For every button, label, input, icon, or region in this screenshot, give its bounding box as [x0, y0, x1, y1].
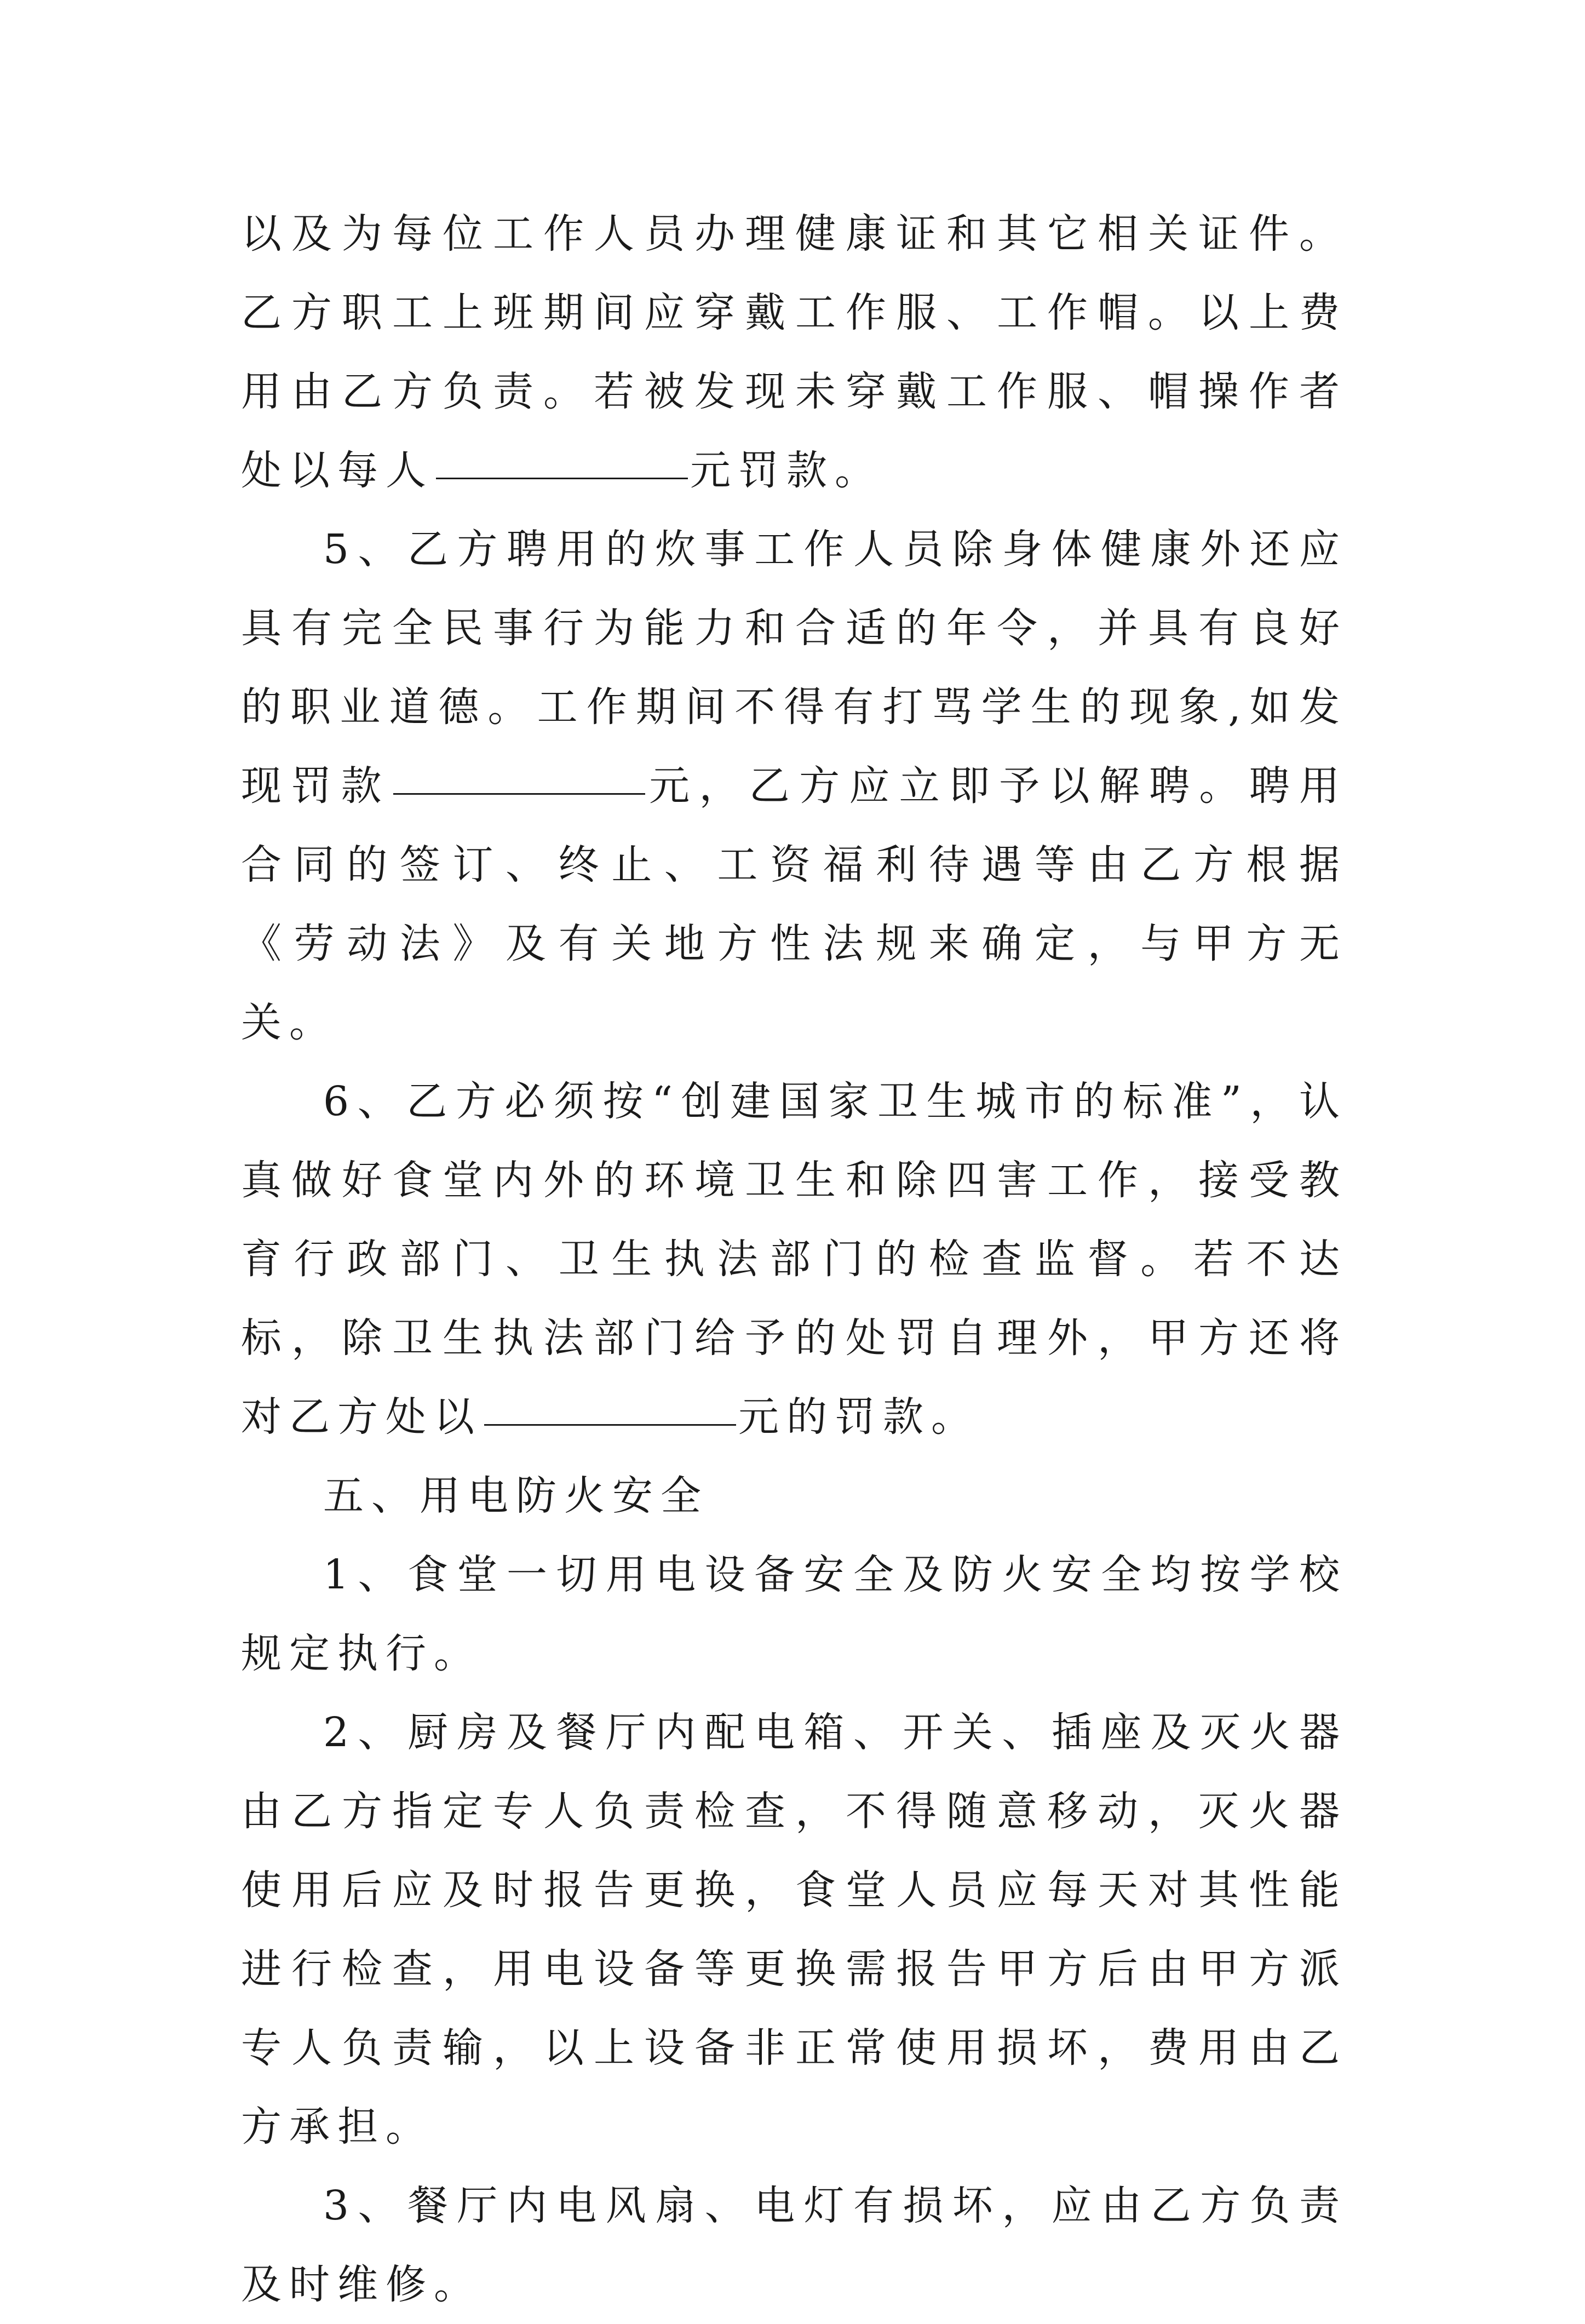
paragraph-text: 6、乙方必须按“创建国家卫生城市的标准”，认真做好食堂内外的环境卫生和除四害工作，接受教育行政部门、卫生执法部门的检查监督。若不达标，除卫生执法部门给予的处罚自理外，甲方还将对乙方处以 [241, 1078, 1347, 1441]
paragraph-text: 元的罚款。 [738, 1393, 979, 1441]
paragraph-text: 元罚款。 [690, 447, 883, 494]
fill-in-blank [393, 793, 645, 795]
paragraph-text: 元，乙方应立即予以解聘。聘用合同的签订、终止、工资福利待遇等由乙方根据《劳动法》及有关地方性法规来确定，与甲方无关。 [241, 762, 1348, 1046]
paragraph-health-certificates [241, 194, 1347, 510]
fill-in-blank [484, 1424, 736, 1426]
paragraph-item-5 [241, 510, 1347, 1062]
paragraph-text: 以及为每位工作人员办理健康证和其它相关证件。乙方职工上班期间应穿戴工作服、工作帽。以上费用由乙方负责。若被发现未穿戴工作服、帽操作者处以每人 [241, 210, 1347, 494]
paragraph-section5-item-2: 2、厨房及餐厅内配电箱、开关、插座及灭火器由乙方指定专人负责检查，不得随意移动，灭火器使用后应及时报告更换，食堂人员应每天对其性能进行检查，用电设备等更换需报告甲方后由甲方派专人负责输，以上设备非正常使用损坏，费用由乙方承担。 [241, 1709, 1347, 2150]
paragraph-section5-item-3: 3、餐厅内电风扇、电灯有损坏，应由乙方负责及时维修。 [241, 2182, 1347, 2308]
paragraph-text: 5、乙方聘用的炊事工作人员除身体健康外还应具有完全民事行为能力和合适的年令，并具有良好的职业道德。工作期间不得有打骂学生的现象,如发现罚款 [241, 526, 1347, 810]
fill-in-blank [436, 477, 688, 479]
document-body [241, 194, 1347, 2324]
paragraph-section5-item-1: 1、食堂一切用电设备安全及防火安全均按学校规定执行。 [241, 1551, 1347, 1677]
section-heading: 五、用电防火安全 [323, 1472, 709, 1519]
paragraph-item-6 [241, 1062, 1347, 1456]
